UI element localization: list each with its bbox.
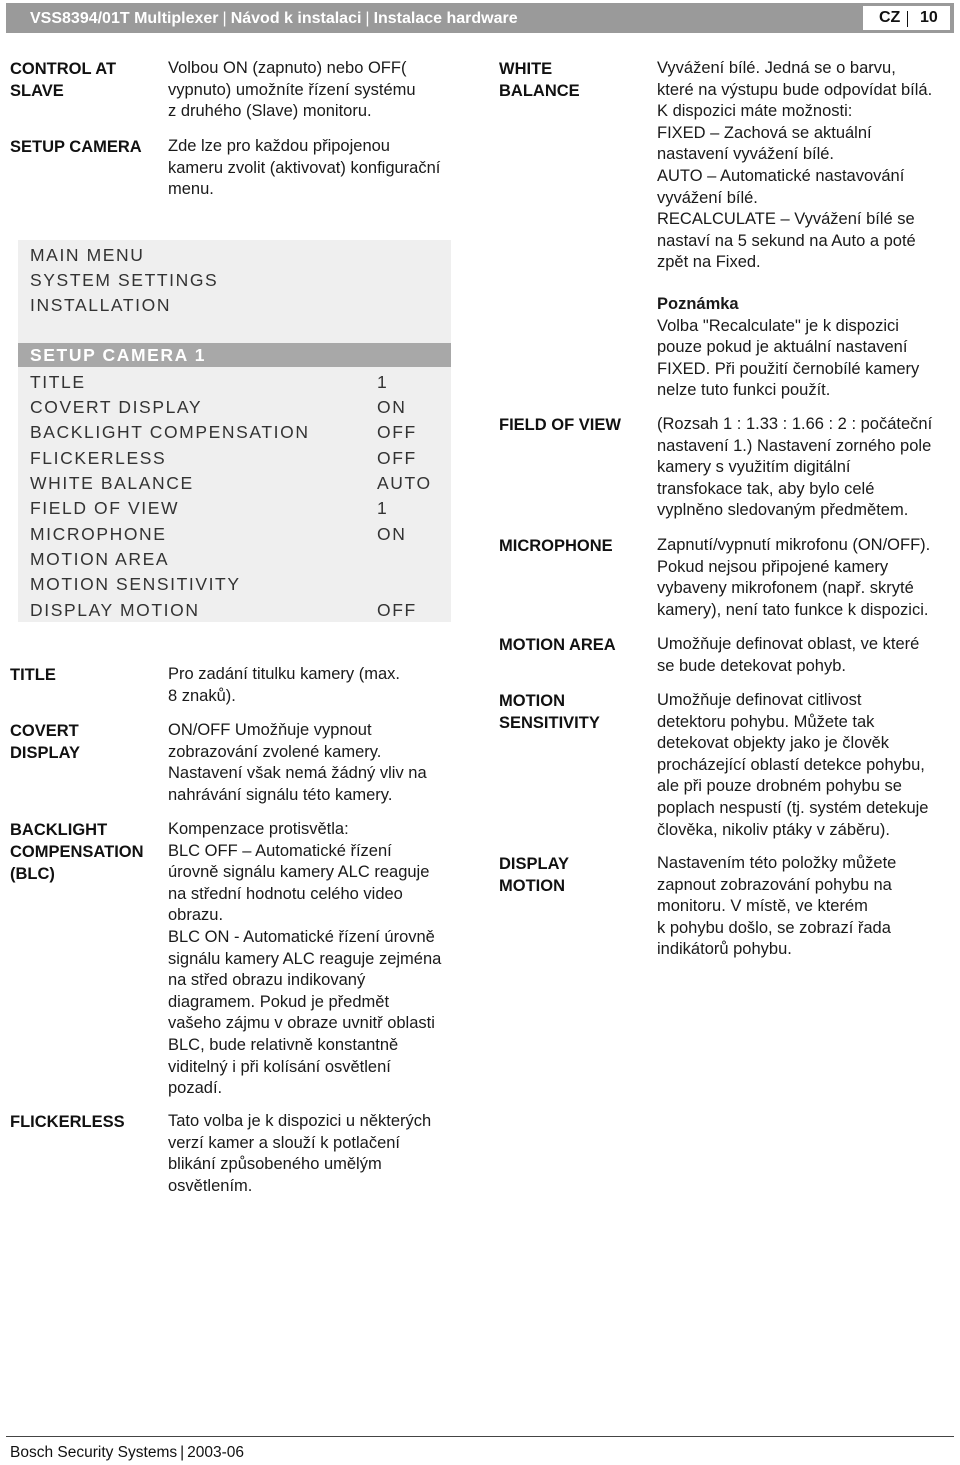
osd-row-label: WHITE BALANCE <box>30 473 194 493</box>
term-line: CONTROL AT <box>10 60 117 78</box>
desc-motion-sensitivity <box>657 690 928 841</box>
term-line: SETUP CAMERA <box>10 138 142 156</box>
desc-line: vyplněno sledovaným předmětem. <box>657 501 909 520</box>
osd-row-label: TITLE <box>30 372 86 392</box>
desc-line: Nastavením této položky můžete <box>657 854 897 872</box>
desc-covert-display <box>168 720 427 806</box>
term-field-of-view <box>499 414 621 436</box>
desc-line: (Rozsah 1 : 1.33 : 1.66 : 2 : počáteční <box>657 415 933 433</box>
desc-flickerless <box>168 1111 431 1197</box>
desc-setup-camera <box>168 136 440 201</box>
osd-row-label: COVERT DISPLAY <box>30 397 203 417</box>
osd-row-value: ON <box>377 524 407 544</box>
desc-line: obrazu. <box>168 906 224 925</box>
desc-line: pozadí. <box>168 1079 223 1098</box>
desc-line: viditelný i při kolísání osvětlení <box>168 1057 391 1076</box>
page-number-divider <box>907 11 908 27</box>
desc-line: kameru zvolit (aktivovat) konfigurační <box>168 158 441 177</box>
footer-divider <box>6 1436 954 1437</box>
desc-line: blikání způsobeného umělým <box>168 1155 382 1174</box>
term-title <box>10 664 56 686</box>
desc-line: BLC OFF – Automatické řízení <box>168 841 392 860</box>
header-separator: | <box>365 10 370 27</box>
osd-row-label: FLICKERLESS <box>30 448 167 468</box>
desc-line: Volbou ON (zapnuto) nebo OFF( <box>168 59 407 77</box>
desc-line: které na výstupu bude odpovídat bílá. <box>657 80 933 99</box>
term-line: FIELD OF VIEW <box>499 416 621 434</box>
desc-line: Umožňuje definovat citlivost <box>657 691 862 709</box>
header-title <box>30 9 518 29</box>
desc-title <box>168 664 400 707</box>
desc-line: se bude detekovat pohyb. <box>657 656 846 675</box>
desc-line: K dispozici máte možnosti: <box>657 102 853 121</box>
desc-line: FIXED. Při použití černobílé kamery <box>657 359 920 378</box>
osd-row-value: 1 <box>377 498 389 518</box>
term-line: MOTION <box>499 692 565 710</box>
term-line: DISPLAY <box>499 855 569 873</box>
page-number-box <box>863 6 950 30</box>
osd-row-value: AUTO <box>377 473 432 493</box>
desc-line: RECALCULATE – Vyvážení bílé se <box>657 210 915 229</box>
term-line: (BLC) <box>10 865 55 883</box>
term-line: WHITE <box>499 60 553 78</box>
desc-line: Pokud nejsou připojené kamery <box>657 557 889 576</box>
desc-line: vyvážení bílé. <box>657 188 758 207</box>
term-line: SENSITIVITY <box>499 714 600 732</box>
desc-line: kamery), není tato funkce k dispozici. <box>657 600 929 619</box>
desc-line: Nastavení však nemá žádný vliv na <box>168 764 427 783</box>
term-microphone <box>499 535 613 557</box>
desc-line: Tato volba je k dispozici u některých <box>168 1112 432 1130</box>
term-motion-area <box>499 634 616 656</box>
osd-row-value: ON <box>377 397 407 417</box>
osd-row-label: DISPLAY MOTION <box>30 600 200 620</box>
osd-row-label: MICROPHONE <box>30 524 167 544</box>
desc-line: na střed obrazu indikovaný <box>168 971 366 990</box>
desc-line: BLC ON - Automatické řízení úrovně <box>168 927 435 946</box>
desc-line: Zapnutí/vypnutí mikrofonu (ON/OFF). <box>657 536 931 554</box>
osd-row-value: OFF <box>377 422 417 442</box>
footer-company: Bosch Security Systems <box>10 1444 178 1461</box>
term-flickerless <box>10 1111 125 1133</box>
desc-line: zapnout zobrazování pohybu na <box>657 875 892 894</box>
desc-line: nastavení 1.) Nastavení zorného pole <box>657 436 932 455</box>
osd-nav-installation: INSTALLATION <box>30 295 172 315</box>
header-manual: Návod k instalaci <box>230 10 362 27</box>
osd-row-label: MOTION SENSITIVITY <box>30 574 241 594</box>
desc-line: poplach nespustí (tj. systém detekuje <box>657 798 929 817</box>
footer-separator: | <box>180 1444 185 1461</box>
desc-line: procházející oblastí detekce pohybu, <box>657 755 925 774</box>
desc-line: úrovně signálu kamery ALC reaguje <box>168 863 430 882</box>
desc-line: BLC, bude relativně konstantně <box>168 1035 399 1054</box>
desc-line: Vyvážení bílé. Jedná se o barvu, <box>657 59 896 77</box>
osd-row-value: OFF <box>377 600 417 620</box>
term-setup-camera <box>10 136 142 158</box>
term-line: TITLE <box>10 666 56 684</box>
desc-line: 8 znaků). <box>168 686 236 705</box>
language-code: CZ <box>879 9 901 26</box>
desc-white-balance <box>657 58 932 274</box>
desc-line: Pro zadání titulku kamery (max. <box>168 665 400 683</box>
page-header <box>6 3 954 33</box>
desc-line: ON/OFF Umožňuje vypnout <box>168 721 372 739</box>
term-line: COMPENSATION <box>10 843 144 861</box>
desc-line: diagramem. Pokud je předmět <box>168 992 390 1011</box>
term-line: MOTION <box>499 877 565 895</box>
osd-row-value: OFF <box>377 448 417 468</box>
header-separator: | <box>222 10 227 27</box>
osd-title-bar <box>18 343 451 367</box>
term-line: BACKLIGHT <box>10 821 108 839</box>
header-section: Instalace hardware <box>373 10 518 27</box>
term-covert-display <box>10 720 80 764</box>
osd-nav-system-settings: SYSTEM SETTINGS <box>30 270 219 290</box>
term-line: MOTION AREA <box>499 636 616 654</box>
desc-control-at-slave <box>168 58 416 123</box>
desc-line: nastaví na 5 sekund na Auto a poté <box>657 231 916 250</box>
desc-line: verzí kamer a slouží k potlačení <box>168 1133 401 1152</box>
term-backlight-compensation <box>10 819 144 885</box>
desc-line: pouze pokud je aktuální nastavení <box>657 338 908 357</box>
desc-line: k pohybu došlo, se zobrazí řada <box>657 918 891 937</box>
desc-line: Kompenzace protisvětla: <box>168 820 349 838</box>
desc-line: vypnuto) umožníte řízení systému <box>168 80 416 99</box>
desc-line: Umožňuje definovat oblast, ve které <box>657 635 920 653</box>
osd-row-label: FIELD OF VIEW <box>30 498 180 518</box>
term-line: COVERT <box>10 722 79 740</box>
desc-line: menu. <box>168 180 214 199</box>
page-footer <box>10 1444 244 1462</box>
desc-line: AUTO – Automatické nastavování <box>657 166 905 185</box>
desc-display-motion <box>657 853 896 961</box>
desc-line: monitoru. V místě, ve kterém <box>657 897 868 916</box>
desc-line: vašeho zájmu v obraze uvnitř oblasti <box>168 1014 435 1033</box>
desc-microphone <box>657 535 930 621</box>
desc-line: nelze tuto funkci použít. <box>657 381 831 400</box>
desc-line: detekovat objekty jako je člověk <box>657 734 890 753</box>
desc-line: kamery s využitím digitální <box>657 458 851 477</box>
term-display-motion <box>499 853 569 897</box>
term-control-at-slave <box>10 58 116 102</box>
osd-title: SETUP CAMERA 1 <box>30 345 207 365</box>
note-title: Poznámka <box>657 295 739 313</box>
term-line: MICROPHONE <box>499 537 613 555</box>
osd-row-label: MOTION AREA <box>30 549 170 569</box>
osd-nav-main-menu: MAIN MENU <box>30 245 145 265</box>
desc-line: indikátorů pohybu. <box>657 940 792 959</box>
desc-line: ale při pouze drobném pohybu se <box>657 777 902 796</box>
term-motion-sensitivity <box>499 690 600 734</box>
term-line: DISPLAY <box>10 744 80 762</box>
desc-line: zpět na Fixed. <box>657 253 761 272</box>
term-line: SLAVE <box>10 82 64 100</box>
desc-line: detektoru pohybu. Můžete tak <box>657 712 875 731</box>
desc-line: člověka, nikoliv ptáky v záběru). <box>657 820 890 839</box>
desc-line: zobrazování zvolené kamery. <box>168 742 382 761</box>
term-white-balance <box>499 58 580 102</box>
footer-date: 2003-06 <box>187 1444 245 1461</box>
desc-line: Volba "Recalculate" je k dispozici <box>657 316 899 335</box>
osd-row-value: 1 <box>377 372 389 392</box>
desc-field-of-view <box>657 414 932 522</box>
term-line: BALANCE <box>499 82 580 100</box>
term-line: FLICKERLESS <box>10 1113 125 1131</box>
desc-backlight-compensation <box>168 819 441 1100</box>
desc-line: FIXED – Zachová se aktuální <box>657 123 872 142</box>
osd-menu-screen <box>18 240 451 622</box>
desc-line: transfokace tak, aby bylo celé <box>657 479 875 498</box>
desc-line: signálu kamery ALC reaguje zejména <box>168 949 442 968</box>
desc-line: z druhého (Slave) monitoru. <box>168 102 372 121</box>
desc-line: na střední hodnotu celého video <box>168 884 403 903</box>
page-number: 10 <box>920 9 938 26</box>
desc-line: osvětlením. <box>168 1176 253 1195</box>
osd-row-label: BACKLIGHT COMPENSATION <box>30 422 310 442</box>
desc-line: nastavení vyvážení bílé. <box>657 145 835 164</box>
header-product: VSS8394/01T Multiplexer <box>30 10 219 27</box>
desc-line: nahrávání signálu této kamery. <box>168 785 393 804</box>
desc-line: Zde lze pro každou připojenou <box>168 137 390 155</box>
desc-motion-area <box>657 634 919 677</box>
note-recalculate <box>657 294 919 402</box>
desc-line: vybaveny mikrofonem (např. skryté <box>657 579 914 598</box>
